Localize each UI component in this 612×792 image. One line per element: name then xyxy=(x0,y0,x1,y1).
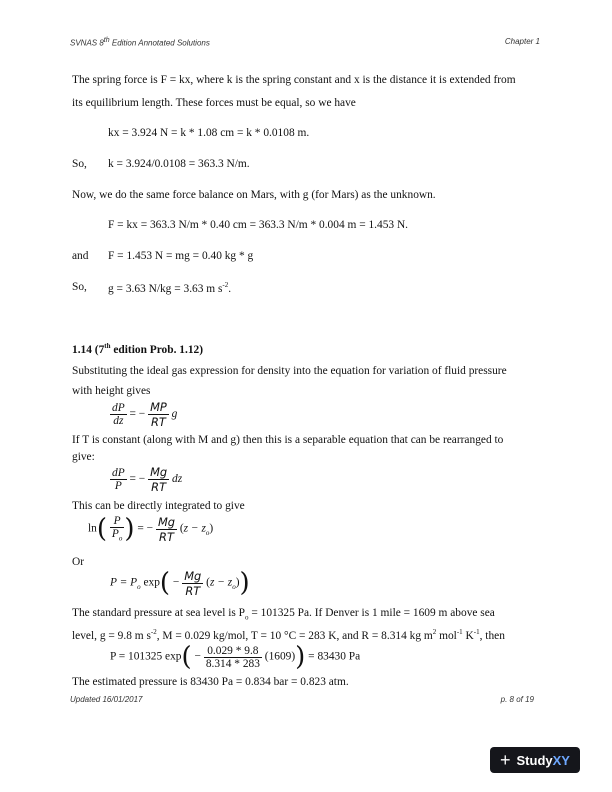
so-label: So, xyxy=(72,158,87,170)
body-line: If T is constant (along with M and g) then this is a separable equation that can be rearranged to xyxy=(72,434,504,446)
equation-line: F = kx = 363.3 N/m * 0.40 cm = 363.3 N/m * 0.004 m = 1.453 N. xyxy=(108,219,409,231)
header-right: Chapter 1 xyxy=(504,37,540,46)
body-line: its equilibrium length. These forces must be equal, so we have xyxy=(72,97,356,109)
equation-ln: ln( $\frac{P}{P_o}$ ) = − $\frac{Mg}{RT}$ $(z - z_o)$ xyxy=(88,514,214,544)
body-line: with height gives xyxy=(72,385,151,397)
equation-numeric: P = 101325 exp( − $\frac{0.029 * 9.8}{8.314 * 283}$ (1609)) = 83430 Pa xyxy=(110,642,361,672)
and-label: and xyxy=(72,250,89,262)
body-line: This can be directly integrated to give xyxy=(72,500,245,512)
section-heading: 1.14 (7th edition Prob. 1.12) xyxy=(72,342,204,356)
equation-line: k = 3.924/0.0108 = 363.3 N/m. xyxy=(108,158,250,170)
body-line: give: xyxy=(72,451,95,463)
equation-line: F = 1.453 N = mg = 0.40 kg * g xyxy=(108,250,254,262)
badge-brand: StudyXY xyxy=(516,752,570,768)
body-line: Now, we do the same force balance on Mars, with g (for Mars) as the unknown. xyxy=(72,189,436,201)
body-line: The estimated pressure is 83430 Pa = 0.834 bar = 0.823 atm. xyxy=(72,676,349,688)
so-label: So, xyxy=(72,281,87,293)
header-left: SVNAS 8th Edition Annotated Solutions xyxy=(70,37,210,48)
body-line: The spring force is F = kx, where k is the spring constant and x is the distance it is extended from xyxy=(72,74,516,86)
plus-icon: + xyxy=(500,750,511,770)
equation-exp: $P = P_o$ exp( − $\frac{Mg}{RT}$ $(z - z_o)$) xyxy=(110,568,250,598)
studyxy-badge[interactable] xyxy=(490,747,580,773)
equation-line: kx = 3.924 N = k * 1.08 cm = k * 0.0108 m. xyxy=(108,127,310,139)
body-line: level, g = 9.8 m $s^{-2}$, M = 0.029 kg/mol, T = 10 °C = 283 K, and R = 8.314 kg $m^2$ mol$^{-1}$ $K^{-1}$, then xyxy=(72,628,505,642)
body-line: Substituting the ideal gas expression for density into the equation for variation of fluid pressure xyxy=(72,365,507,377)
equation-line: g = 3.63 N/kg = 3.63 m $s^{-2}$. xyxy=(108,281,232,295)
or-label: Or xyxy=(72,556,85,568)
equation-dp-over-p: $\frac{dP}{P}$ = − $\frac{Mg}{RT}$ dz xyxy=(112,465,183,494)
body-line: The standard pressure at sea level is $P_o = 101325$ Pa. If Denver is 1 mile = 1609 m above sea xyxy=(72,607,495,622)
equation-dp-dz: $\frac{dP}{dz}$ = − $\frac{MP}{RT}$ g xyxy=(112,400,178,429)
footer-left: Updated 16/01/2017 xyxy=(70,695,143,704)
footer-right: p. 8 of 19 xyxy=(500,695,534,704)
